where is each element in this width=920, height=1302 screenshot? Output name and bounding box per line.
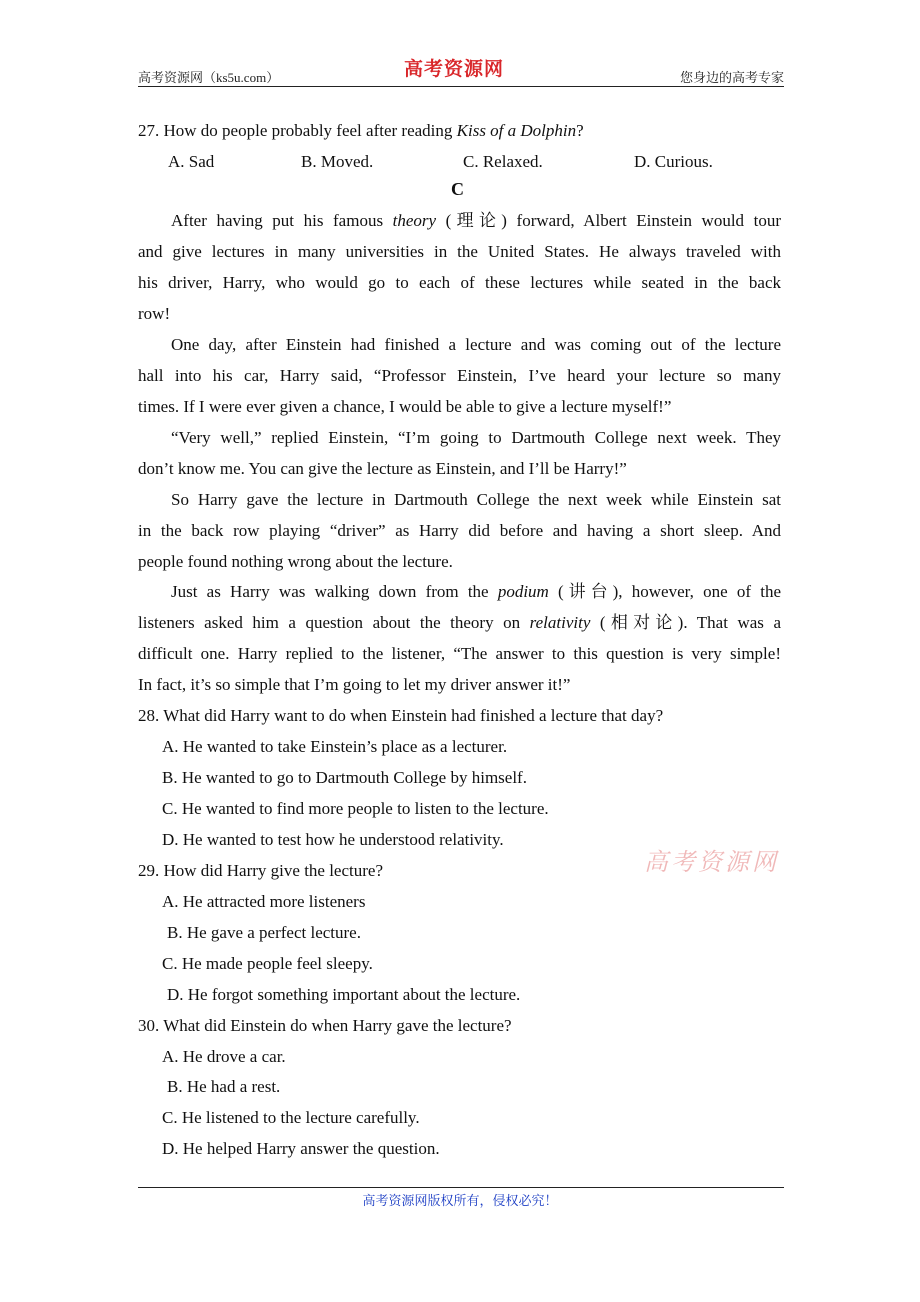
passage-p3-line2: don’t know me. You can give the lecture as Einstein, and I’ll be Harry!” [138, 459, 627, 478]
q28-option-b: B. He wanted to go to Dartmouth College by himself. [162, 768, 527, 787]
section-label: C [451, 179, 464, 199]
header-site-name: 高考资源网（ks5u.com） [138, 70, 280, 85]
passage-p5-line2: listeners asked him a question about the theory on relativity (相对论). That was a [138, 613, 781, 632]
passage-p1-line2: and give lectures in many universities in the United States. He always traveled with [138, 242, 781, 261]
passage-p4-line1: So Harry gave the lecture in Dartmouth College the next week while Einstein sat [171, 490, 781, 509]
q30-option-b: B. He had a rest. [167, 1077, 281, 1096]
q27-stem: 27. How do people probably feel after reading Kiss of a Dolphin? [138, 121, 584, 140]
passage-p4-line2: in the back row playing “driver” as Harry did before and having a short sleep. And [138, 521, 781, 540]
page-footer: 高考资源网版权所有，侵权必究！ [362, 1193, 558, 1208]
q29-stem: 29. How did Harry give the lecture? [138, 861, 383, 880]
q28-option-d: D. He wanted to test how he understood relativity. [162, 830, 504, 849]
q30-stem: 30. What did Einstein do when Harry gave the lecture? [138, 1016, 512, 1035]
passage-p1-line1: After having put his famous theory (理论) forward, Albert Einstein would tour [171, 211, 781, 230]
q28-option-c: C. He wanted to find more people to listen to the lecture. [162, 799, 549, 818]
passage-p2-line2: hall into his car, Harry said, “Professor Einstein, I’ve heard your lecture so many [138, 366, 781, 385]
header-slogan: 您身边的高考专家 [679, 70, 784, 85]
passage-p2-line1: One day, after Einstein had finished a lecture and was coming out of the lecture [171, 335, 781, 354]
q29-option-a: A. He attracted more listeners [162, 892, 366, 911]
q28-option-a: A. He wanted to take Einstein’s place as a lecturer. [162, 737, 508, 756]
passage-p2-line3: times. If I were ever given a chance, I would be able to give a lecture myself!” [138, 397, 672, 416]
q27-option-a: A. Sad [168, 152, 215, 171]
header-logo: 高考资源网 [404, 58, 505, 80]
watermark-logo: 高考资源网 [644, 848, 779, 876]
q30-option-d: D. He helped Harry answer the question. [162, 1139, 440, 1158]
q27-option-c: C. Relaxed. [463, 152, 543, 171]
passage-p3-line1: “Very well,” replied Einstein, “I’m going to Dartmouth College next week. They [171, 428, 781, 447]
passage-p5-line1: Just as Harry was walking down from the podium (讲台), however, one of the [171, 582, 781, 601]
passage-p1-line4: row! [138, 304, 171, 323]
q30-option-a: A. He drove a car. [162, 1047, 286, 1066]
q30-option-c: C. He listened to the lecture carefully. [162, 1108, 420, 1127]
q29-option-d: D. He forgot something important about the lecture. [167, 985, 521, 1004]
q27-option-d: D. Curious. [634, 152, 713, 171]
passage-p4-line3: people found nothing wrong about the lecture. [138, 552, 453, 571]
q29-option-b: B. He gave a perfect lecture. [167, 923, 361, 942]
q28-stem: 28. What did Harry want to do when Einstein had finished a lecture that day? [138, 706, 664, 725]
passage-p5-line4: In fact, it’s so simple that I’m going to let my driver answer it!” [138, 675, 571, 694]
q27-option-b: B. Moved. [301, 152, 374, 171]
q29-option-c: C. He made people feel sleepy. [162, 954, 373, 973]
passage-p1-line3: his driver, Harry, who would go to each of these lectures while seated in the back [138, 273, 781, 292]
footer-divider [138, 1187, 784, 1188]
passage-p5-line3: difficult one. Harry replied to the listener, “The answer to this question is very simple! [138, 644, 781, 663]
